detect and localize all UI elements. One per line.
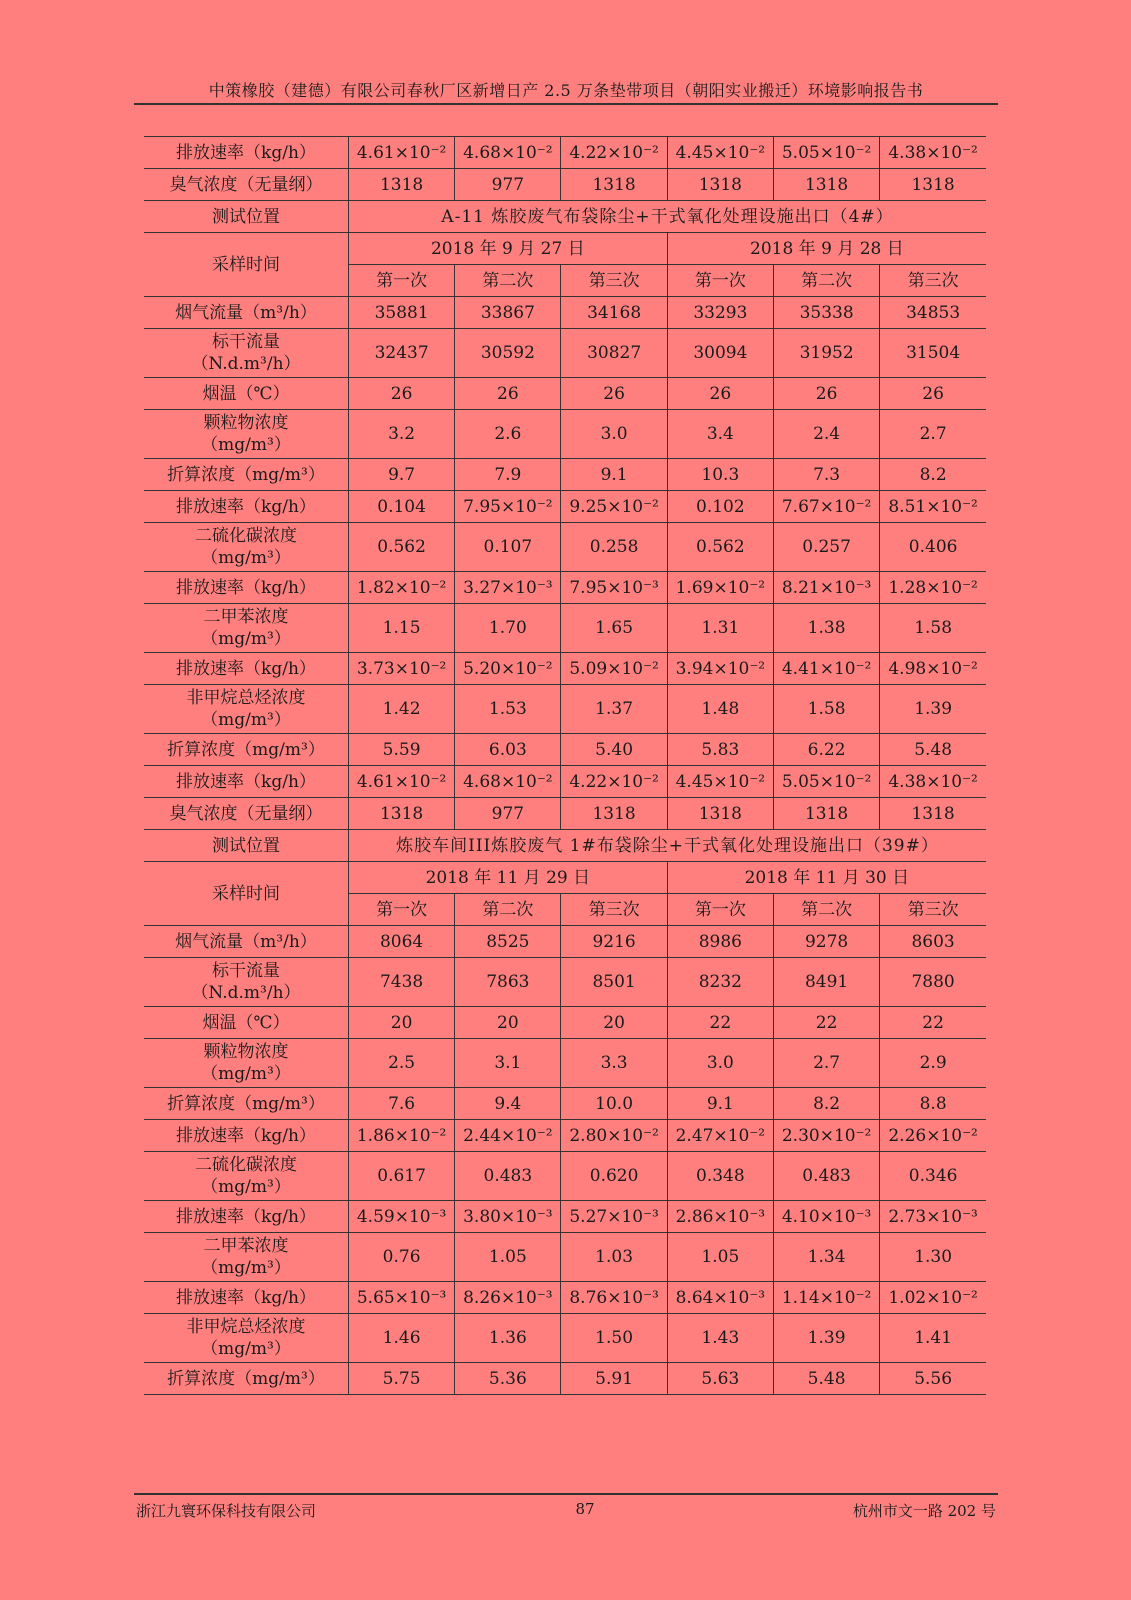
table-cell: 0.483 <box>455 1152 561 1201</box>
table-row <box>144 1282 986 1314</box>
table-cell: 4.68×10⁻² <box>455 137 561 169</box>
table-cell: 8.2 <box>880 459 986 491</box>
table-cell: 1.50 <box>561 1314 667 1363</box>
location-value: A-11 炼胶废气布袋除尘+干式氧化处理设施出口（4#） <box>348 201 986 233</box>
row-label <box>144 1088 348 1120</box>
table-row <box>144 378 986 410</box>
table-cell: 3.2 <box>348 410 454 459</box>
sampling-run: 第一次 <box>667 894 773 926</box>
table-cell: 8.64×10⁻³ <box>667 1282 773 1314</box>
table-cell: 31504 <box>880 329 986 378</box>
page-header-title: 中策橡胶（建德）有限公司春秋厂区新增日产 2.5 万条垫带项目（朝阳实业搬迁）环境影响报告书 <box>208 81 924 100</box>
table-cell: 1.69×10⁻² <box>667 572 773 604</box>
table-row <box>144 1120 986 1152</box>
table-cell: 26 <box>561 378 667 410</box>
row-label-unit: （mg/m³） <box>201 1064 291 1084</box>
row-label-unit: （mg/m³） <box>201 1339 291 1359</box>
table-cell: 10.3 <box>667 459 773 491</box>
table-cell: 1.41 <box>880 1314 986 1363</box>
row-label <box>144 1282 348 1314</box>
table-cell: 30094 <box>667 329 773 378</box>
table-row <box>144 1088 986 1120</box>
table-cell: 5.75 <box>348 1363 454 1395</box>
table-row <box>144 1233 986 1282</box>
table-cell: 1.05 <box>455 1233 561 1282</box>
table-cell: 26 <box>667 378 773 410</box>
table-cell: 1.42 <box>348 685 454 734</box>
footer-address: 杭州市文一路 202 号 <box>852 1502 996 1520</box>
row-label-text: 烟气流量（m³/h） <box>175 931 317 952</box>
sampling-date: 2018 年 9 月 27 日 <box>348 233 667 265</box>
table-cell: 1.46 <box>348 1314 454 1363</box>
table-cell: 4.45×10⁻² <box>667 137 773 169</box>
table-row <box>144 766 986 798</box>
table-row <box>144 1363 986 1395</box>
table-cell: 5.36 <box>455 1363 561 1395</box>
row-label-text: 排放速率（kg/h） <box>176 771 316 792</box>
row-label-text: 排放速率（kg/h） <box>176 658 316 679</box>
table-cell: 1318 <box>667 169 773 201</box>
table-cell: 5.20×10⁻² <box>455 653 561 685</box>
table-cell: 9278 <box>773 926 879 958</box>
emission-monitoring-table <box>144 136 986 1395</box>
table-cell: 4.68×10⁻² <box>455 766 561 798</box>
table-cell: 26 <box>773 378 879 410</box>
table-cell: 31952 <box>773 329 879 378</box>
table-cell: 7.3 <box>773 459 879 491</box>
row-label-unit: （mg/m³） <box>201 435 291 455</box>
row-label <box>144 926 348 958</box>
table-cell: 8.26×10⁻³ <box>455 1282 561 1314</box>
sampling-run: 第三次 <box>880 265 986 297</box>
table-cell: 33867 <box>455 297 561 329</box>
table-row <box>144 572 986 604</box>
row-label <box>144 137 348 169</box>
table-cell: 2.86×10⁻³ <box>667 1201 773 1233</box>
table-cell: 4.38×10⁻² <box>880 766 986 798</box>
row-label-text: 非甲烷总烃浓度 <box>186 688 306 708</box>
table-cell: 5.48 <box>773 1363 879 1395</box>
table-row <box>144 604 986 653</box>
table-row <box>144 169 986 201</box>
table-cell: 1.39 <box>773 1314 879 1363</box>
row-label <box>144 378 348 410</box>
table-row <box>144 459 986 491</box>
table-cell: 5.05×10⁻² <box>773 137 879 169</box>
table-cell: 4.61×10⁻² <box>348 766 454 798</box>
row-label-unit: （N.d.m³/h） <box>191 983 301 1003</box>
location-label: 测试位置 <box>144 830 348 862</box>
footer-company: 浙江九寰环保科技有限公司 <box>136 1502 317 1520</box>
table-cell: 35338 <box>773 297 879 329</box>
page-number: 87 <box>575 1500 595 1518</box>
row-label <box>144 604 348 653</box>
table-cell: 8.51×10⁻² <box>880 491 986 523</box>
table-cell: 20 <box>455 1007 561 1039</box>
table-cell: 1.38 <box>773 604 879 653</box>
table-cell: 3.4 <box>667 410 773 459</box>
table-cell: 2.4 <box>773 410 879 459</box>
table-cell: 5.05×10⁻² <box>773 766 879 798</box>
table-cell: 20 <box>348 1007 454 1039</box>
table-cell: 7.6 <box>348 1088 454 1120</box>
table-row <box>144 297 986 329</box>
sampling-date: 2018 年 9 月 28 日 <box>667 233 986 265</box>
row-label-text: 烟温（℃） <box>202 1012 290 1033</box>
row-label <box>144 1201 348 1233</box>
table-cell: 9.1 <box>561 459 667 491</box>
table-cell: 26 <box>880 378 986 410</box>
row-label <box>144 1233 348 1282</box>
table-cell: 30592 <box>455 329 561 378</box>
table-cell: 9.25×10⁻² <box>561 491 667 523</box>
table-cell: 1.82×10⁻² <box>348 572 454 604</box>
table-cell: 9.4 <box>455 1088 561 1120</box>
table-cell: 8064 <box>348 926 454 958</box>
table-cell: 1318 <box>773 169 879 201</box>
table-cell: 8232 <box>667 958 773 1007</box>
header-divider <box>134 103 998 105</box>
row-label <box>144 1007 348 1039</box>
row-label <box>144 169 348 201</box>
row-label-text: 折算浓度（mg/m³） <box>167 464 325 485</box>
table-row <box>144 410 986 459</box>
table-cell: 1318 <box>880 169 986 201</box>
row-label <box>144 958 348 1007</box>
row-label <box>144 459 348 491</box>
table-cell: 0.483 <box>773 1152 879 1201</box>
table-cell: 26 <box>348 378 454 410</box>
table-cell: 5.27×10⁻³ <box>561 1201 667 1233</box>
row-label-unit: （mg/m³） <box>201 1177 291 1197</box>
table-cell: 977 <box>455 169 561 201</box>
table-cell: 7863 <box>455 958 561 1007</box>
table-cell: 8.8 <box>880 1088 986 1120</box>
table-cell: 22 <box>773 1007 879 1039</box>
row-label-text: 折算浓度（mg/m³） <box>167 1368 325 1389</box>
table-cell: 1318 <box>348 798 454 830</box>
table-cell: 0.76 <box>348 1233 454 1282</box>
row-label <box>144 491 348 523</box>
location-row <box>144 201 986 233</box>
table-cell: 0.258 <box>561 523 667 572</box>
table-cell: 35881 <box>348 297 454 329</box>
sampling-date: 2018 年 11 月 30 日 <box>667 862 986 894</box>
table-row <box>144 491 986 523</box>
row-label <box>144 1363 348 1395</box>
table-cell: 3.27×10⁻³ <box>455 572 561 604</box>
table-cell: 2.6 <box>455 410 561 459</box>
table-cell: 1.39 <box>880 685 986 734</box>
table-cell: 5.48 <box>880 734 986 766</box>
sampling-run: 第三次 <box>880 894 986 926</box>
table-cell: 1318 <box>667 798 773 830</box>
table-cell: 8491 <box>773 958 879 1007</box>
row-label-text: 排放速率（kg/h） <box>176 577 316 598</box>
sampling-date: 2018 年 11 月 29 日 <box>348 862 667 894</box>
sampling-run: 第三次 <box>561 265 667 297</box>
table-cell: 2.47×10⁻² <box>667 1120 773 1152</box>
table-cell: 8.76×10⁻³ <box>561 1282 667 1314</box>
table-cell: 30827 <box>561 329 667 378</box>
row-label-text: 排放速率（kg/h） <box>176 1125 316 1146</box>
sampling-run: 第二次 <box>455 894 561 926</box>
table-cell: 1318 <box>561 798 667 830</box>
row-label-text: 臭气浓度（无量纲） <box>169 174 323 195</box>
table-cell: 20 <box>561 1007 667 1039</box>
table-cell: 1.05 <box>667 1233 773 1282</box>
table-cell: 8986 <box>667 926 773 958</box>
table-cell: 0.617 <box>348 1152 454 1201</box>
sampling-date-row <box>144 233 986 265</box>
table-cell: 33293 <box>667 297 773 329</box>
row-label <box>144 685 348 734</box>
sampling-time-label: 采样时间 <box>144 233 348 297</box>
table-cell: 8501 <box>561 958 667 1007</box>
row-label <box>144 1314 348 1363</box>
table-cell: 5.09×10⁻² <box>561 653 667 685</box>
row-label-text: 二甲苯浓度 <box>203 1236 289 1256</box>
row-label <box>144 798 348 830</box>
table-cell: 2.5 <box>348 1039 454 1088</box>
row-label-text: 排放速率（kg/h） <box>176 1287 316 1308</box>
table-cell: 7438 <box>348 958 454 1007</box>
table-cell: 3.0 <box>561 410 667 459</box>
table-row <box>144 137 986 169</box>
table-cell: 3.0 <box>667 1039 773 1088</box>
table-cell: 977 <box>455 798 561 830</box>
row-label <box>144 1039 348 1088</box>
table-row <box>144 958 986 1007</box>
table-cell: 1318 <box>348 169 454 201</box>
table-cell: 1318 <box>561 169 667 201</box>
row-label <box>144 1152 348 1201</box>
table-cell: 1.15 <box>348 604 454 653</box>
table-cell: 2.44×10⁻² <box>455 1120 561 1152</box>
row-label <box>144 410 348 459</box>
row-label <box>144 329 348 378</box>
table-cell: 0.107 <box>455 523 561 572</box>
table-cell: 3.80×10⁻³ <box>455 1201 561 1233</box>
table-cell: 8603 <box>880 926 986 958</box>
row-label-text: 标干流量 <box>211 332 280 352</box>
table-cell: 1.03 <box>561 1233 667 1282</box>
table-cell: 0.257 <box>773 523 879 572</box>
footer-divider <box>134 1493 998 1495</box>
table-cell: 1.65 <box>561 604 667 653</box>
table-cell: 9.7 <box>348 459 454 491</box>
table-cell: 1.31 <box>667 604 773 653</box>
table-cell: 4.10×10⁻³ <box>773 1201 879 1233</box>
table-cell: 2.9 <box>880 1039 986 1088</box>
location-row <box>144 830 986 862</box>
table-cell: 6.03 <box>455 734 561 766</box>
table-cell: 1.43 <box>667 1314 773 1363</box>
sampling-run: 第二次 <box>773 894 879 926</box>
table-cell: 4.61×10⁻² <box>348 137 454 169</box>
table-cell: 4.45×10⁻² <box>667 766 773 798</box>
row-label-text: 烟气流量（m³/h） <box>175 302 317 323</box>
table-cell: 1.48 <box>667 685 773 734</box>
table-cell: 2.30×10⁻² <box>773 1120 879 1152</box>
table-cell: 3.94×10⁻² <box>667 653 773 685</box>
row-label <box>144 653 348 685</box>
table-row <box>144 1201 986 1233</box>
table-cell: 1.37 <box>561 685 667 734</box>
table-cell: 1.53 <box>455 685 561 734</box>
sampling-run: 第一次 <box>348 265 454 297</box>
table-cell: 5.65×10⁻³ <box>348 1282 454 1314</box>
row-label-text: 臭气浓度（无量纲） <box>169 803 323 824</box>
row-label-unit: （mg/m³） <box>201 710 291 730</box>
table-cell: 7.95×10⁻³ <box>561 572 667 604</box>
table-cell: 9216 <box>561 926 667 958</box>
row-label <box>144 1120 348 1152</box>
table-cell: 5.63 <box>667 1363 773 1395</box>
row-label-text: 排放速率（kg/h） <box>176 1206 316 1227</box>
table-cell: 1.36 <box>455 1314 561 1363</box>
table-row <box>144 523 986 572</box>
table-cell: 7880 <box>880 958 986 1007</box>
location-label: 测试位置 <box>144 201 348 233</box>
table-cell: 8525 <box>455 926 561 958</box>
table-cell: 5.59 <box>348 734 454 766</box>
row-label-unit: （N.d.m³/h） <box>191 354 301 374</box>
table-cell: 34168 <box>561 297 667 329</box>
table-cell: 1.30 <box>880 1233 986 1282</box>
table-cell: 9.1 <box>667 1088 773 1120</box>
table-cell: 1.86×10⁻² <box>348 1120 454 1152</box>
table-cell: 2.26×10⁻² <box>880 1120 986 1152</box>
table-cell: 6.22 <box>773 734 879 766</box>
table-cell: 34853 <box>880 297 986 329</box>
table-cell: 1.58 <box>880 604 986 653</box>
table-cell: 22 <box>880 1007 986 1039</box>
row-label-text: 折算浓度（mg/m³） <box>167 1093 325 1114</box>
row-label-text: 烟温（℃） <box>202 383 290 404</box>
row-label-text: 颗粒物浓度 <box>203 1042 289 1062</box>
table-cell: 1.28×10⁻² <box>880 572 986 604</box>
table-row <box>144 1314 986 1363</box>
table-row <box>144 798 986 830</box>
table-cell: 1318 <box>773 798 879 830</box>
sampling-run: 第二次 <box>773 265 879 297</box>
row-label <box>144 297 348 329</box>
row-label-text: 折算浓度（mg/m³） <box>167 739 325 760</box>
sampling-run: 第一次 <box>348 894 454 926</box>
table-cell: 10.0 <box>561 1088 667 1120</box>
table-row <box>144 329 986 378</box>
sampling-run: 第三次 <box>561 894 667 926</box>
row-label-text: 非甲烷总烃浓度 <box>186 1317 306 1337</box>
table-cell: 32437 <box>348 329 454 378</box>
row-label-text: 二硫化碳浓度 <box>194 526 297 546</box>
table-cell: 2.73×10⁻³ <box>880 1201 986 1233</box>
row-label-text: 二甲苯浓度 <box>203 607 289 627</box>
table-cell: 1318 <box>880 798 986 830</box>
table-cell: 0.348 <box>667 1152 773 1201</box>
table-cell: 0.102 <box>667 491 773 523</box>
table-cell: 8.21×10⁻³ <box>773 572 879 604</box>
table-row <box>144 685 986 734</box>
table-row <box>144 1007 986 1039</box>
table-cell: 5.40 <box>561 734 667 766</box>
table-cell: 0.346 <box>880 1152 986 1201</box>
row-label <box>144 734 348 766</box>
table-row <box>144 734 986 766</box>
sampling-time-label: 采样时间 <box>144 862 348 926</box>
row-label-text: 标干流量 <box>211 961 280 981</box>
row-label <box>144 523 348 572</box>
row-label-unit: （mg/m³） <box>201 1258 291 1278</box>
table-cell: 1.14×10⁻² <box>773 1282 879 1314</box>
sampling-date-row <box>144 862 986 894</box>
table-cell: 4.59×10⁻³ <box>348 1201 454 1233</box>
table-cell: 1.58 <box>773 685 879 734</box>
row-label-unit: （mg/m³） <box>201 629 291 649</box>
table-cell: 22 <box>667 1007 773 1039</box>
table-cell: 4.38×10⁻² <box>880 137 986 169</box>
row-label <box>144 572 348 604</box>
table-cell: 5.56 <box>880 1363 986 1395</box>
row-label <box>144 766 348 798</box>
table-cell: 7.95×10⁻² <box>455 491 561 523</box>
table-cell: 5.91 <box>561 1363 667 1395</box>
row-label-text: 二硫化碳浓度 <box>194 1155 297 1175</box>
table-cell: 0.620 <box>561 1152 667 1201</box>
table-cell: 0.406 <box>880 523 986 572</box>
table-cell: 4.22×10⁻² <box>561 137 667 169</box>
table-cell: 2.7 <box>880 410 986 459</box>
row-label-text: 排放速率（kg/h） <box>176 496 316 517</box>
table-cell: 3.73×10⁻² <box>348 653 454 685</box>
table-cell: 5.83 <box>667 734 773 766</box>
table-cell: 4.41×10⁻² <box>773 653 879 685</box>
table-cell: 1.02×10⁻² <box>880 1282 986 1314</box>
table-row <box>144 1152 986 1201</box>
table-cell: 7.9 <box>455 459 561 491</box>
table-cell: 7.67×10⁻² <box>773 491 879 523</box>
table-row <box>144 1039 986 1088</box>
table-cell: 8.2 <box>773 1088 879 1120</box>
table-cell: 3.3 <box>561 1039 667 1088</box>
row-label-unit: （mg/m³） <box>201 548 291 568</box>
table-cell: 0.562 <box>667 523 773 572</box>
table-row <box>144 653 986 685</box>
table-cell: 2.80×10⁻² <box>561 1120 667 1152</box>
table-cell: 0.562 <box>348 523 454 572</box>
table-cell: 1.34 <box>773 1233 879 1282</box>
table-cell: 26 <box>455 378 561 410</box>
table-row <box>144 926 986 958</box>
row-label-text: 排放速率（kg/h） <box>176 142 316 163</box>
sampling-run: 第二次 <box>455 265 561 297</box>
location-value: 炼胶车间III炼胶废气 1#布袋除尘+干式氧化处理设施出口（39#） <box>348 830 986 862</box>
table-cell: 4.22×10⁻² <box>561 766 667 798</box>
table-cell: 1.70 <box>455 604 561 653</box>
sampling-run: 第一次 <box>667 265 773 297</box>
table-cell: 2.7 <box>773 1039 879 1088</box>
table-cell: 3.1 <box>455 1039 561 1088</box>
table-cell: 4.98×10⁻² <box>880 653 986 685</box>
row-label-text: 颗粒物浓度 <box>203 413 289 433</box>
table-cell: 0.104 <box>348 491 454 523</box>
